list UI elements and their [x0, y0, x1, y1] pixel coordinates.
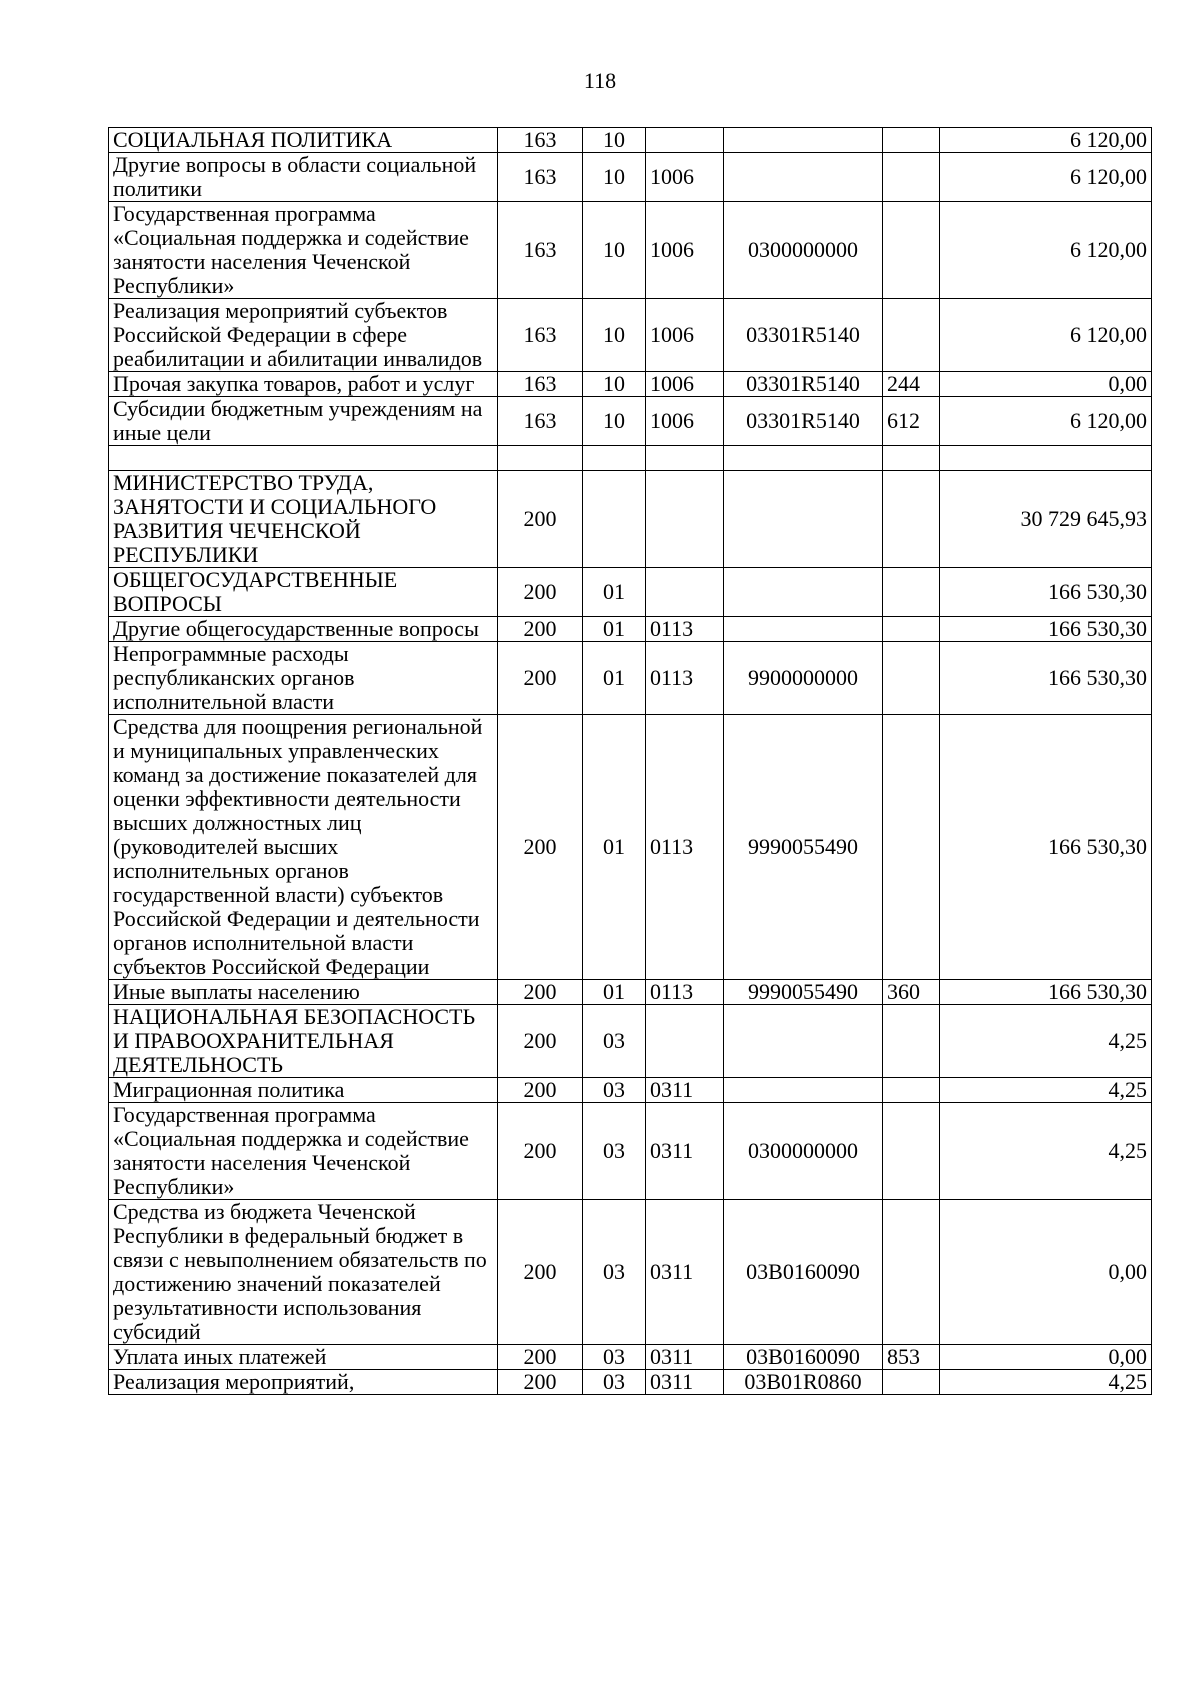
- amount-cell: 6 120,00: [940, 299, 1152, 372]
- ministry-code-cell: 163: [498, 128, 583, 153]
- amount-cell: 6 120,00: [940, 153, 1152, 202]
- table-row: [109, 1005, 1152, 1078]
- amount-cell: 4,25: [940, 1005, 1152, 1078]
- table-row: [109, 202, 1152, 299]
- ministry-code-cell: 163: [498, 153, 583, 202]
- subsection-code-cell: [646, 568, 724, 617]
- ministry-code-cell: 200: [498, 568, 583, 617]
- section-code-cell: 10: [583, 397, 646, 446]
- expense-name-cell: Миграционная политика: [109, 1078, 498, 1103]
- section-code-cell: 03: [583, 1103, 646, 1200]
- amount-cell: 0,00: [940, 1345, 1152, 1370]
- amount-cell: 4,25: [940, 1103, 1152, 1200]
- ministry-code-cell: 200: [498, 1103, 583, 1200]
- ministry-code-cell: 200: [498, 1370, 583, 1395]
- ministry-code-cell: 200: [498, 1078, 583, 1103]
- section-code-cell: 01: [583, 642, 646, 715]
- subsection-code-cell: 1006: [646, 397, 724, 446]
- target-article-cell: [724, 1078, 883, 1103]
- section-code-cell: 01: [583, 980, 646, 1005]
- ministry-code-cell: 200: [498, 471, 583, 568]
- amount-cell: 0,00: [940, 372, 1152, 397]
- section-code-cell: 10: [583, 372, 646, 397]
- expense-type-cell: 244: [883, 372, 940, 397]
- subsection-code-cell: [646, 128, 724, 153]
- table-row: [109, 471, 1152, 568]
- subsection-code-cell: 0311: [646, 1078, 724, 1103]
- amount-cell: 6 120,00: [940, 128, 1152, 153]
- expense-type-cell: [883, 617, 940, 642]
- table-row: [109, 1345, 1152, 1370]
- amount-cell: 166 530,30: [940, 980, 1152, 1005]
- expense-name-cell: Средства из бюджета Чеченской Республики в федеральный бюджет в связи с невыполнением обязательств по достижению значений показателей результативности использования субсидий: [109, 1200, 498, 1345]
- section-code-cell: [583, 471, 646, 568]
- amount-cell: 166 530,30: [940, 617, 1152, 642]
- expense-name-cell: Реализация мероприятий,: [109, 1370, 498, 1395]
- expense-type-cell: [883, 128, 940, 153]
- expense-name-cell: Государственная программа «Социальная поддержка и содействие занятости населения Чеченской Республики»: [109, 1103, 498, 1200]
- expense-type-cell: [883, 1078, 940, 1103]
- expense-type-cell: [883, 1103, 940, 1200]
- expense-name-cell: ОБЩЕГОСУДАРСТВЕННЫЕ ВОПРОСЫ: [109, 568, 498, 617]
- expense-name-cell: Прочая закупка товаров, работ и услуг: [109, 372, 498, 397]
- ministry-code-cell: 163: [498, 202, 583, 299]
- target-article-cell: 0300000000: [724, 1103, 883, 1200]
- amount-cell: 30 729 645,93: [940, 471, 1152, 568]
- section-code-cell: 10: [583, 202, 646, 299]
- ministry-code-cell: 200: [498, 1345, 583, 1370]
- expense-name-cell: СОЦИАЛЬНАЯ ПОЛИТИКА: [109, 128, 498, 153]
- ministry-code-cell: [498, 446, 583, 471]
- subsection-code-cell: 1006: [646, 372, 724, 397]
- expense-type-cell: [883, 299, 940, 372]
- target-article-cell: 03В0160090: [724, 1345, 883, 1370]
- expense-name-cell: Иные выплаты населению: [109, 980, 498, 1005]
- table-row: [109, 128, 1152, 153]
- amount-cell: 166 530,30: [940, 715, 1152, 980]
- subsection-code-cell: [646, 471, 724, 568]
- ministry-code-cell: 200: [498, 715, 583, 980]
- target-article-cell: 0300000000: [724, 202, 883, 299]
- table-row: [109, 715, 1152, 980]
- section-code-cell: 10: [583, 153, 646, 202]
- amount-cell: 4,25: [940, 1370, 1152, 1395]
- subsection-code-cell: 0113: [646, 642, 724, 715]
- target-article-cell: [724, 568, 883, 617]
- target-article-cell: 03301R5140: [724, 299, 883, 372]
- ministry-code-cell: 200: [498, 1200, 583, 1345]
- section-code-cell: 01: [583, 568, 646, 617]
- expense-type-cell: [883, 642, 940, 715]
- subsection-code-cell: 0311: [646, 1370, 724, 1395]
- subsection-code-cell: 0113: [646, 980, 724, 1005]
- expense-type-cell: [883, 446, 940, 471]
- target-article-cell: 03301R5140: [724, 397, 883, 446]
- ministry-code-cell: 200: [498, 617, 583, 642]
- ministry-code-cell: 200: [498, 980, 583, 1005]
- expense-type-cell: 853: [883, 1345, 940, 1370]
- amount-cell: [940, 446, 1152, 471]
- subsection-code-cell: 0113: [646, 617, 724, 642]
- amount-cell: 4,25: [940, 1078, 1152, 1103]
- subsection-code-cell: 1006: [646, 153, 724, 202]
- expense-type-cell: [883, 1200, 940, 1345]
- table-row: [109, 372, 1152, 397]
- subsection-code-cell: 1006: [646, 299, 724, 372]
- target-article-cell: 9990055490: [724, 980, 883, 1005]
- expense-type-cell: [883, 1005, 940, 1078]
- target-article-cell: 03В01R0860: [724, 1370, 883, 1395]
- expense-type-cell: [883, 568, 940, 617]
- expense-name-cell: Государственная программа «Социальная поддержка и содействие занятости населения Чеченской Республики»: [109, 202, 498, 299]
- ministry-code-cell: 163: [498, 372, 583, 397]
- section-code-cell: 03: [583, 1005, 646, 1078]
- subsection-code-cell: [646, 1005, 724, 1078]
- expense-name-cell: НАЦИОНАЛЬНАЯ БЕЗОПАСНОСТЬ И ПРАВООХРАНИТЕЛЬНАЯ ДЕЯТЕЛЬНОСТЬ: [109, 1005, 498, 1078]
- subsection-code-cell: 0113: [646, 715, 724, 980]
- table-row: [109, 397, 1152, 446]
- expense-name-cell: [109, 446, 498, 471]
- expense-type-cell: [883, 202, 940, 299]
- expense-name-cell: Средства для поощрения региональной и муниципальных управленческих команд за достижение показателей для оценки эффективности деятельности высших должностных лиц (руководителей высших исполнительных органов государственной власти) субъектов Российской Федерации и деятельности органов исполнительной власти субъектов Российской Федерации: [109, 715, 498, 980]
- amount-cell: 166 530,30: [940, 642, 1152, 715]
- section-code-cell: 10: [583, 299, 646, 372]
- table-row: [109, 1200, 1152, 1345]
- table-row: [109, 1370, 1152, 1395]
- subsection-code-cell: [646, 446, 724, 471]
- table-row: [109, 1103, 1152, 1200]
- expense-name-cell: Субсидии бюджетным учреждениям на иные цели: [109, 397, 498, 446]
- expense-name-cell: Другие общегосударственные вопросы: [109, 617, 498, 642]
- table-row: [109, 980, 1152, 1005]
- expense-name-cell: Другие вопросы в области социальной политики: [109, 153, 498, 202]
- amount-cell: 0,00: [940, 1200, 1152, 1345]
- ministry-code-cell: 163: [498, 299, 583, 372]
- table-row: [109, 299, 1152, 372]
- target-article-cell: [724, 471, 883, 568]
- target-article-cell: [724, 153, 883, 202]
- target-article-cell: 9990055490: [724, 715, 883, 980]
- ministry-code-cell: 163: [498, 397, 583, 446]
- section-code-cell: 03: [583, 1078, 646, 1103]
- section-code-cell: 01: [583, 617, 646, 642]
- target-article-cell: [724, 617, 883, 642]
- subsection-code-cell: 0311: [646, 1200, 724, 1345]
- expense-type-cell: [883, 1370, 940, 1395]
- target-article-cell: [724, 128, 883, 153]
- ministry-code-cell: 200: [498, 1005, 583, 1078]
- amount-cell: 166 530,30: [940, 568, 1152, 617]
- expense-type-cell: [883, 153, 940, 202]
- section-code-cell: 03: [583, 1345, 646, 1370]
- table-row: [109, 153, 1152, 202]
- budget-table: [108, 127, 1152, 1395]
- target-article-cell: [724, 1005, 883, 1078]
- table-row: [109, 1078, 1152, 1103]
- amount-cell: 6 120,00: [940, 202, 1152, 299]
- target-article-cell: [724, 446, 883, 471]
- page-number: 118: [583, 68, 617, 93]
- target-article-cell: 9900000000: [724, 642, 883, 715]
- expense-name-cell: Уплата иных платежей: [109, 1345, 498, 1370]
- subsection-code-cell: 0311: [646, 1345, 724, 1370]
- expense-type-cell: [883, 715, 940, 980]
- expense-name-cell: Реализация мероприятий субъектов Российской Федерации в сфере реабилитации и абилитации инвалидов: [109, 299, 498, 372]
- section-code-cell: 03: [583, 1370, 646, 1395]
- section-code-cell: 01: [583, 715, 646, 980]
- table-row: [109, 642, 1152, 715]
- expense-type-cell: 612: [883, 397, 940, 446]
- target-article-cell: 03301R5140: [724, 372, 883, 397]
- ministry-code-cell: 200: [498, 642, 583, 715]
- table-row: [109, 617, 1152, 642]
- target-article-cell: 03В0160090: [724, 1200, 883, 1345]
- section-code-cell: [583, 446, 646, 471]
- expense-type-cell: 360: [883, 980, 940, 1005]
- subsection-code-cell: 1006: [646, 202, 724, 299]
- table-row: [109, 568, 1152, 617]
- amount-cell: 6 120,00: [940, 397, 1152, 446]
- expense-name-cell: Непрограммные расходы республиканских органов исполнительной власти: [109, 642, 498, 715]
- subsection-code-cell: 0311: [646, 1103, 724, 1200]
- table-row: [109, 446, 1152, 471]
- section-code-cell: 10: [583, 128, 646, 153]
- expense-name-cell: МИНИСТЕРСТВО ТРУДА, ЗАНЯТОСТИ И СОЦИАЛЬНОГО РАЗВИТИЯ ЧЕЧЕНСКОЙ РЕСПУБЛИКИ: [109, 471, 498, 568]
- section-code-cell: 03: [583, 1200, 646, 1345]
- expense-type-cell: [883, 471, 940, 568]
